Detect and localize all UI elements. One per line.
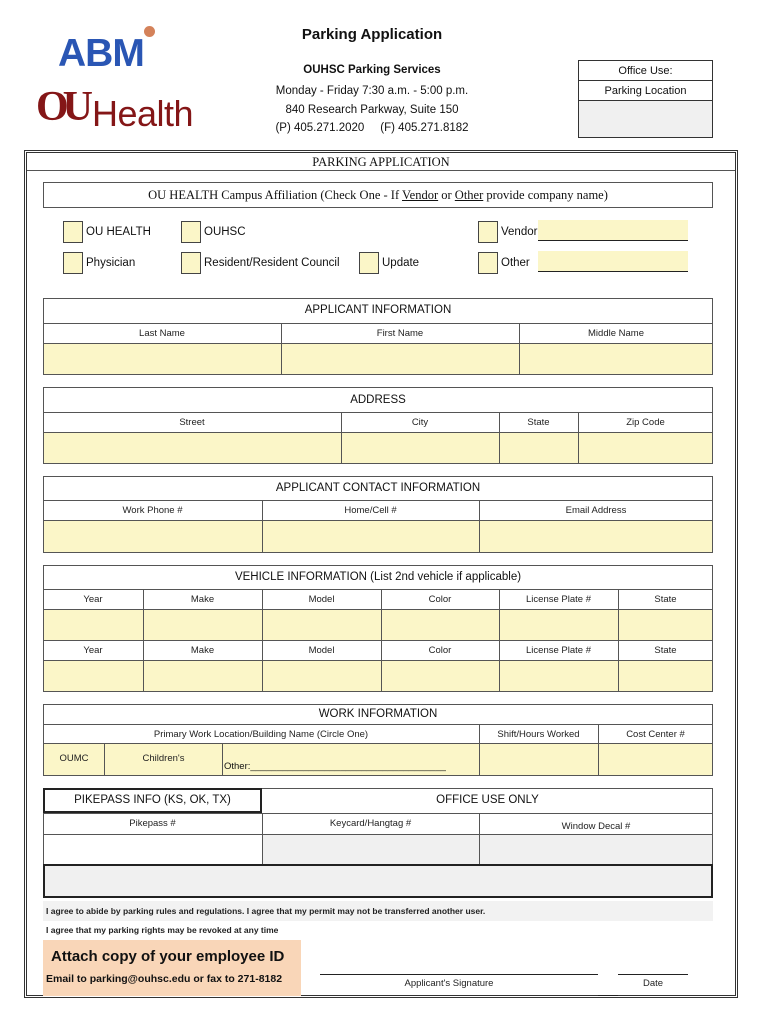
state-field-1[interactable] xyxy=(619,610,712,640)
label-email: Email Address xyxy=(565,505,627,516)
pikepass-title: PIKEPASS INFO (KS, OK, TX) xyxy=(74,794,231,806)
year-field-2[interactable] xyxy=(44,661,143,691)
label-city: City xyxy=(411,417,429,428)
parking-location-field[interactable] xyxy=(579,101,712,137)
applicant-title: APPLICANT INFORMATION xyxy=(304,304,452,316)
label-ou-health: OU HEALTH xyxy=(86,226,151,238)
label-make-1: Make xyxy=(190,594,215,605)
cost-center-field[interactable] xyxy=(599,744,712,775)
checkbox-ou-health[interactable] xyxy=(63,221,83,243)
label-state-1: State xyxy=(654,594,677,605)
label-ouhsc: OUHSC xyxy=(204,226,246,238)
location-childrens-label: Children's xyxy=(142,753,185,764)
city-field[interactable] xyxy=(342,433,499,463)
checkbox-resident[interactable] xyxy=(181,252,201,274)
office-notes-field[interactable] xyxy=(43,864,713,898)
label-work-phone: Work Phone # xyxy=(122,505,183,516)
work-title: WORK INFORMATION xyxy=(318,708,438,720)
signature-label: Applicant's Signature xyxy=(404,978,494,989)
office-address: 840 Research Parkway, Suite 150 xyxy=(285,104,459,116)
label-work-location: Primary Work Location/Building Name (Circle One) xyxy=(153,729,369,740)
plate-field-1[interactable] xyxy=(500,610,618,640)
plate-field-2[interactable] xyxy=(500,661,618,691)
vendor-name-field[interactable] xyxy=(538,220,688,241)
office-name: OUHSC Parking Services xyxy=(303,64,441,76)
attach-id-box xyxy=(43,940,301,996)
office-phone-fax: (P) 405.271.2020 (F) 405.271.8182 xyxy=(275,122,469,134)
label-model-1: Model xyxy=(308,594,335,605)
ou-logo-mark: OU xyxy=(36,84,87,130)
label-update: Update xyxy=(382,257,420,269)
abm-logo xyxy=(58,26,178,74)
label-middle-name: Middle Name xyxy=(588,328,644,339)
affiliation-other-link: Other xyxy=(454,188,484,202)
office-hours: Monday - Friday 7:30 a.m. - 5:00 p.m. xyxy=(275,85,469,97)
affiliation-heading xyxy=(43,188,713,203)
label-color-2: Color xyxy=(428,645,452,656)
abm-logo-dot xyxy=(144,26,155,37)
date-label: Date xyxy=(642,978,664,989)
work-phone-field[interactable] xyxy=(44,521,262,552)
label-model-2: Model xyxy=(308,645,335,656)
label-cost-center: Cost Center # xyxy=(626,729,685,740)
checkbox-update[interactable] xyxy=(359,252,379,274)
zip-field[interactable] xyxy=(579,433,712,463)
bottom-stub-line xyxy=(598,995,618,996)
label-street: Street xyxy=(179,417,205,428)
window-decal-field[interactable] xyxy=(480,835,712,864)
label-plate-2: License Plate # xyxy=(526,645,591,656)
label-resident: Resident/Resident Council xyxy=(204,257,340,269)
email-field[interactable] xyxy=(480,521,712,552)
office-use-title: Office Use: xyxy=(579,61,712,81)
label-state-2: State xyxy=(654,645,677,656)
label-plate-1: License Plate # xyxy=(526,594,591,605)
model-field-2[interactable] xyxy=(263,661,381,691)
health-logo-text: Health xyxy=(92,93,194,134)
label-state: State xyxy=(527,417,550,428)
middle-name-field[interactable] xyxy=(520,344,712,374)
year-field-1[interactable] xyxy=(44,610,143,640)
label-home-cell: Home/Cell # xyxy=(344,505,397,516)
location-childrens[interactable] xyxy=(105,744,222,775)
date-line[interactable] xyxy=(618,974,688,975)
last-name-field[interactable] xyxy=(44,344,281,374)
abm-logo-text: ABM xyxy=(58,32,144,75)
label-keycard: Keycard/Hangtag # xyxy=(329,818,412,829)
ou-health-logo xyxy=(34,82,214,136)
checkbox-physician[interactable] xyxy=(63,252,83,274)
other-name-field[interactable] xyxy=(538,251,688,272)
color-field-2[interactable] xyxy=(382,661,499,691)
form-title: PARKING APPLICATION xyxy=(27,153,735,171)
label-physician: Physician xyxy=(86,257,136,269)
color-field-1[interactable] xyxy=(382,610,499,640)
location-oumc[interactable] xyxy=(44,744,104,775)
checkbox-vendor[interactable] xyxy=(478,221,498,243)
state-field[interactable] xyxy=(500,433,578,463)
label-make-2: Make xyxy=(190,645,215,656)
attach-email-line: Email to parking@ouhsc.edu or fax to 271-8182 xyxy=(46,973,283,985)
agreement-line-2: I agree that my parking rights may be revoked at any time xyxy=(46,925,279,935)
signature-line[interactable] xyxy=(320,974,598,975)
agreement-line-1 xyxy=(43,901,713,921)
state-field-2[interactable] xyxy=(619,661,712,691)
affiliation-heading-post: provide company name) xyxy=(483,188,608,202)
vehicle-title: VEHICLE INFORMATION (List 2nd vehicle if applicable) xyxy=(234,571,522,583)
pikepass-field[interactable] xyxy=(44,835,262,864)
location-other[interactable] xyxy=(223,744,479,775)
make-field-1[interactable] xyxy=(144,610,262,640)
home-cell-field[interactable] xyxy=(263,521,479,552)
parking-location-label: Parking Location xyxy=(579,81,712,101)
affiliation-heading-pre: OU HEALTH Campus Affiliation (Check One - If xyxy=(148,188,403,202)
address-title: ADDRESS xyxy=(350,394,406,406)
label-pikepass-no: Pikepass # xyxy=(129,818,176,829)
keycard-field[interactable] xyxy=(263,835,479,864)
office-use-box xyxy=(578,60,713,138)
label-other: Other xyxy=(501,257,530,269)
office-only-title: OFFICE USE ONLY xyxy=(436,794,539,806)
label-last-name: Last Name xyxy=(139,328,185,339)
checkbox-ouhsc[interactable] xyxy=(181,221,201,243)
agreement-line-1-text: I agree to abide by parking rules and regulations. I agree that my permit may not be transferred another user. xyxy=(46,906,486,916)
label-color-1: Color xyxy=(428,594,452,605)
make-field-2[interactable] xyxy=(144,661,262,691)
checkbox-other[interactable] xyxy=(478,252,498,274)
label-zip: Zip Code xyxy=(626,417,665,428)
label-year-1: Year xyxy=(83,594,103,605)
model-field-1[interactable] xyxy=(263,610,381,640)
attach-id-headline: Attach copy of your employee ID xyxy=(51,948,285,965)
affiliation-vendor-link: Vendor xyxy=(402,188,439,202)
label-year-2: Year xyxy=(83,645,103,656)
affiliation-heading-mid: or xyxy=(438,188,455,202)
page-title: Parking Application xyxy=(301,26,443,43)
first-name-field[interactable] xyxy=(282,344,519,374)
street-field[interactable] xyxy=(44,433,341,463)
location-other-label: Other:_____________________________________ xyxy=(224,761,446,772)
label-shift: Shift/Hours Worked xyxy=(497,729,580,740)
location-oumc-label: OUMC xyxy=(59,753,89,764)
label-first-name: First Name xyxy=(376,328,424,339)
label-vendor: Vendor xyxy=(501,226,538,238)
shift-field[interactable] xyxy=(480,744,598,775)
label-window-decal: Window Decal # xyxy=(561,821,631,832)
contact-title: APPLICANT CONTACT INFORMATION xyxy=(275,482,481,494)
